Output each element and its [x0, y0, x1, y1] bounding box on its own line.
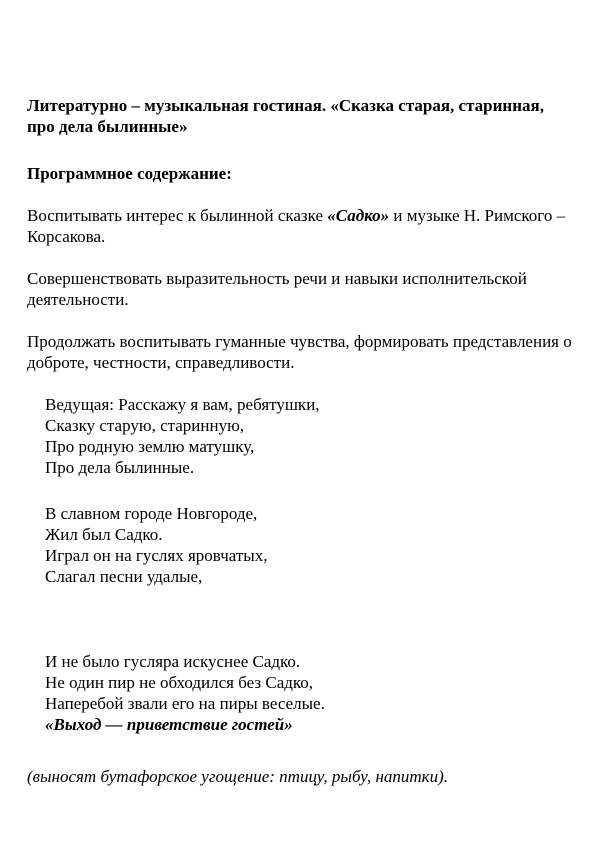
- scene-direction: «Выход — приветствие гостей»: [45, 715, 293, 734]
- verse-stanza-2: [45, 503, 565, 587]
- verse-line: Ведущая: Расскажу я вам, ребятушки,: [45, 395, 320, 414]
- goal-1-text-start: Воспитывать интерес к былинной сказке: [27, 206, 328, 225]
- verse-line: И не было гусляра искуснее Садко.: [45, 652, 301, 671]
- verse-line: Про дела былинные.: [45, 458, 195, 477]
- verse-stanza-1: [45, 394, 565, 478]
- verse-line: Жил был Садко.: [45, 525, 163, 544]
- verse-line: В славном городе Новгороде,: [45, 504, 258, 523]
- verse-line: Наперебой звали его на пиры веселые.: [45, 694, 325, 713]
- goal-paragraph-2: Совершенствовать выразительность речи и навыки исполнительской деятельности.: [27, 269, 527, 309]
- goal-paragraph-1: [27, 205, 572, 247]
- sadko-title-emphasis: «Садко»: [327, 206, 390, 225]
- verse-line: Сказку старую, старинную,: [45, 416, 245, 435]
- verse-line: Играл он на гуслях яровчатых,: [45, 546, 268, 565]
- document-title: Литературно – музыкальная гостиная. «Сказка старая, старинная, про дела былинные»: [27, 96, 544, 136]
- verse-stanza-3: [45, 651, 565, 735]
- goal-paragraph-3: Продолжать воспитывать гуманные чувства, формировать представления о доброте, честности, справедливости.: [27, 332, 572, 372]
- goal-1-text-end: и музыке Н. Римского – Корсакова.: [27, 206, 566, 246]
- stage-note: (выносят бутафорское угощение: птицу, рыбу, напитки).: [27, 767, 449, 786]
- verse-line: Не один пир не обходился без Садко,: [45, 673, 314, 692]
- program-heading: Программное содержание:: [27, 164, 232, 183]
- verse-line: Слагал песни удалые,: [45, 567, 203, 586]
- verse-line: Про родную землю матушку,: [45, 437, 255, 456]
